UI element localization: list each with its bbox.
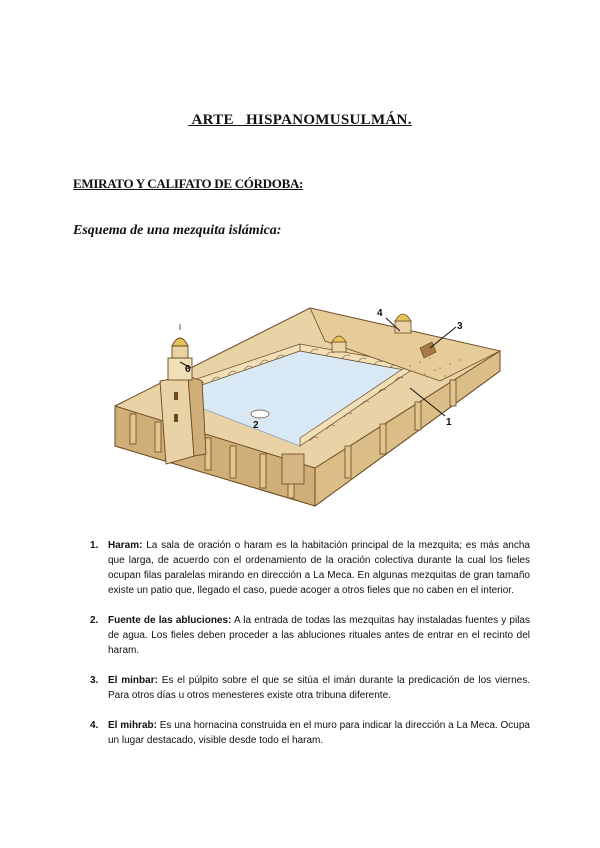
entrance-gate bbox=[282, 454, 304, 484]
list-number: 3. bbox=[90, 675, 99, 686]
list-item-minbar bbox=[90, 673, 530, 703]
document-title: ARTE HISPANOMUSULMÁN. bbox=[188, 112, 412, 128]
ablution-fountain bbox=[251, 410, 269, 418]
list-number: 4. bbox=[90, 720, 99, 731]
list-text: Es el púlpito sobre el que se sitúa el imán durante la predicación de los viernes. Para otros días u otros menesteres existe otra tribuna diferente. bbox=[108, 675, 530, 701]
figure-label-3: 3 bbox=[457, 321, 463, 332]
list-item-mihrab bbox=[90, 718, 530, 748]
figure-label-4: 4 bbox=[377, 308, 383, 319]
mosque-illustration bbox=[110, 296, 510, 521]
list-term: Haram: bbox=[108, 540, 143, 551]
list-term: Fuente de las abluciones: bbox=[108, 615, 232, 626]
subsection-heading: Esquema de una mezquita islámica: bbox=[73, 223, 282, 238]
list-number: 1. bbox=[90, 540, 99, 551]
list-text: Es una hornacina construida en el muro para indicar la dirección a La Meca. Ocupa un lugar destacado, visible desde todo el haram. bbox=[108, 720, 530, 746]
list-number: 2. bbox=[90, 615, 99, 626]
section-heading: EMIRATO Y CALIFATO DE CÓRDOBA: bbox=[73, 176, 304, 191]
figure-label-1: 1 bbox=[446, 417, 452, 428]
list-text: La sala de oración o haram es la habitación principal de la mezquita; es más ancha que larga, de acuerdo con el ordenamiento de la oración colectiva durante la cual los fieles ocupan filas paralelas mirando en dirección a La Meca. En algunas mezquitas de gran tamaño existe un patio que, llegado el caso, puede acoger a otros fieles que no caben en el interior. bbox=[108, 540, 530, 596]
list-item-haram bbox=[90, 538, 530, 598]
list-term: El mihrab: bbox=[108, 720, 157, 731]
dome-mihrab bbox=[395, 314, 411, 333]
figure-label-2: 2 bbox=[253, 420, 259, 431]
dome-central bbox=[332, 336, 346, 352]
list-text: A la entrada de todas las mezquitas hay instaladas fuentes y pilas de agua. Los fieles deben proceder a las abluciones rituales antes de entrar en el recinto del haram. bbox=[108, 615, 530, 656]
list-term: El minbar: bbox=[108, 675, 158, 686]
minaret bbox=[160, 324, 206, 464]
figure-label-6: 6 bbox=[185, 364, 191, 375]
list-item-fuente bbox=[90, 613, 530, 658]
mosque-drawing bbox=[110, 296, 510, 521]
definitions-list bbox=[90, 538, 530, 763]
